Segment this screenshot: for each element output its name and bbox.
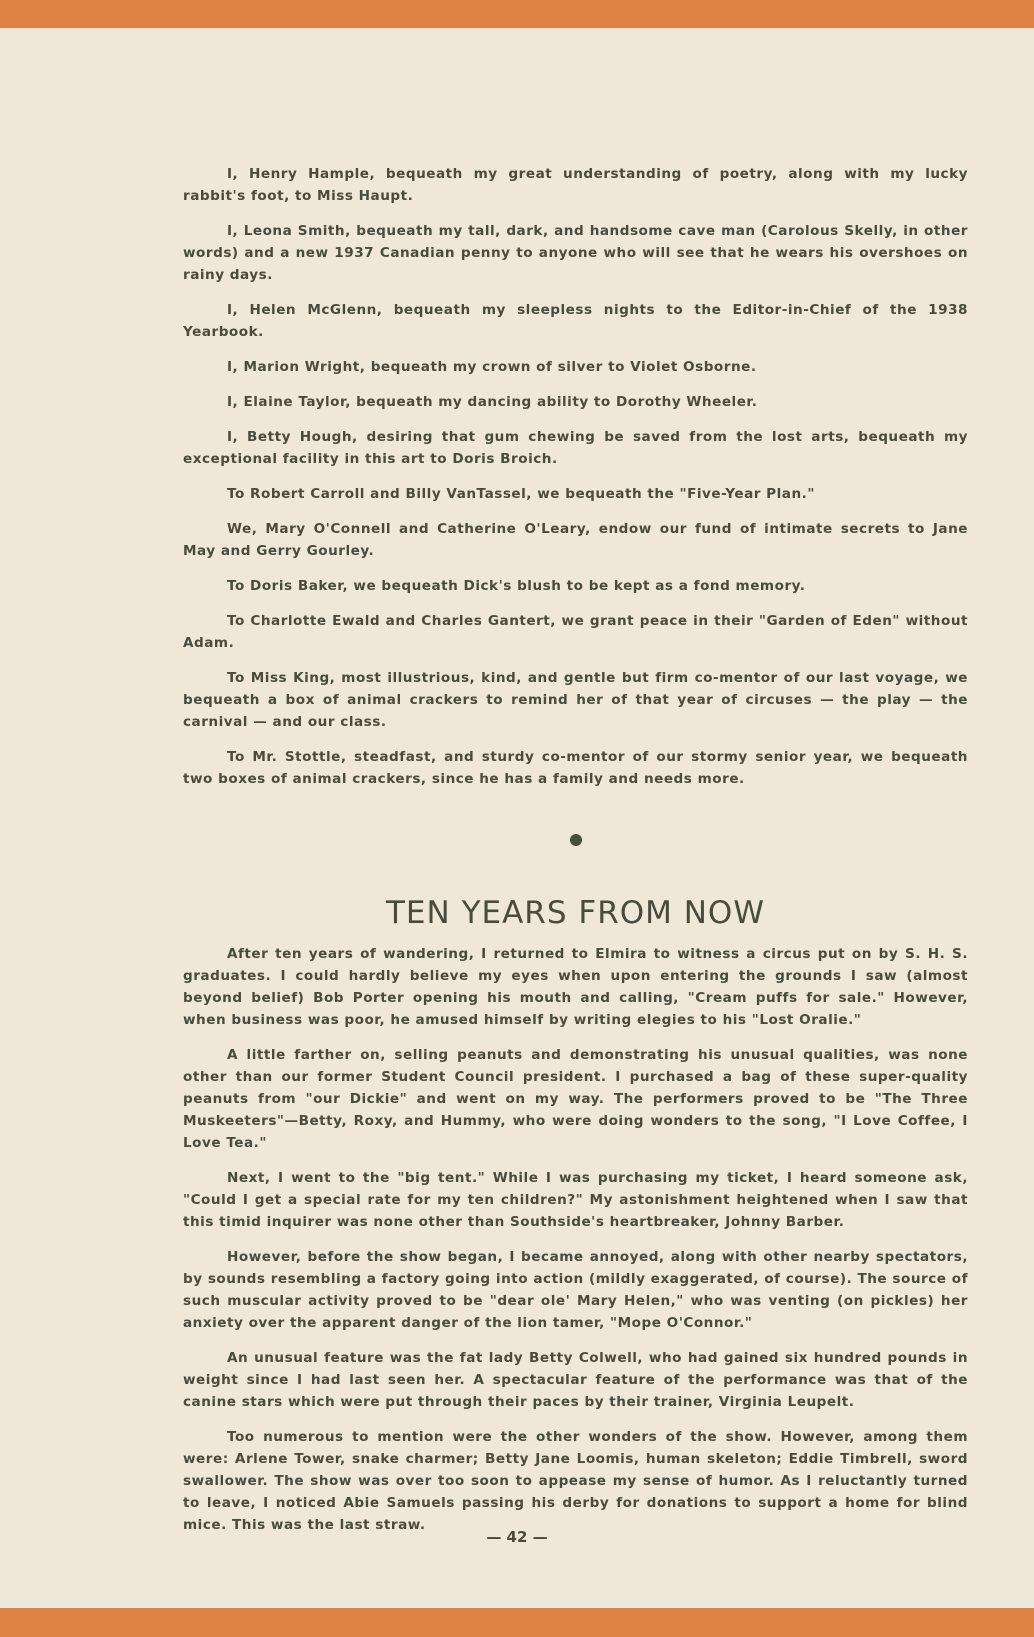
page-number: — 42 — [486, 1528, 548, 1546]
section-divider-dot [570, 834, 582, 846]
bequest-paragraph: To Robert Carroll and Billy VanTassel, we bequeath the "Five-Year Plan." [227, 486, 815, 502]
story-paragraph: However, before the show began, I became annoyed, along with other nearby spectators, by sounds resembling a factory going into action (mildly exaggerated, of course). The source of such muscular activity proved to be "dear ole' Mary Helen," who was venting (on pickles) her anxiety over the apparent danger of the lion tamer, "Mope O'Connor." [183, 1249, 968, 1331]
bequest-paragraph: I, Henry Hample, bequeath my great understanding of poetry, along with my lucky rabbit's foot, to Miss Haupt. [183, 166, 968, 204]
page-content [183, 163, 968, 1549]
story-paragraph: An unusual feature was the fat lady Betty Colwell, who had gained six hundred pounds in weight since I had last seen her. A spectacular feature of the performance was that of the canine stars which were put through their paces by their trainer, Virginia Leupelt. [183, 1350, 968, 1410]
story-paragraph: A little farther on, selling peanuts and demonstrating his unusual qualities, was none other than our former Student Council president. I purchased a bag of these super-quality peanuts from "our Dickie" and went on my way. The performers proved to be "The Three Muskeeters"—Betty, Roxy, and Hummy, who were doing wonders to the song, "I Love Coffee, I Love Tea." [183, 1047, 968, 1151]
story-paragraph: Next, I went to the "big tent." While I was purchasing my ticket, I heard someone ask, "Could I get a special rate for my ten children?" My astonishment heightened when I saw that this timid inquirer was none other than Southside's heartbreaker, Johnny Barber. [183, 1170, 968, 1230]
top-color-band [0, 0, 1034, 28]
bequest-paragraph: I, Leona Smith, bequeath my tall, dark, and handsome cave man (Carolous Skelly, in other words) and a new 1937 Canadian penny to anyone who will see that he wears his overshoes on rainy days. [183, 223, 968, 283]
bequest-paragraph: I, Betty Hough, desiring that gum chewing be saved from the lost arts, bequeath my exceptional facility in this art to Doris Broich. [183, 429, 968, 467]
bequest-paragraph: We, Mary O'Connell and Catherine O'Leary, endow our fund of intimate secrets to Jane May and Gerry Gourley. [183, 521, 968, 559]
bequest-paragraph: I, Elaine Taylor, bequeath my dancing ability to Dorothy Wheeler. [227, 394, 758, 410]
bequest-paragraph: To Doris Baker, we bequeath Dick's blush to be kept as a fond memory. [227, 578, 806, 594]
bequest-paragraph: To Charlotte Ewald and Charles Gantert, we grant peace in their "Garden of Eden" without Adam. [183, 613, 968, 651]
section-heading: TEN YEARS FROM NOW [386, 895, 765, 931]
bequest-paragraph: I, Marion Wright, bequeath my crown of silver to Violet Osborne. [227, 359, 757, 375]
bequest-paragraph: To Miss King, most illustrious, kind, and gentle but firm co-mentor of our last voyage, we bequeath a box of animal crackers to remind her of that year of circuses — the play — the carnival — and our class. [183, 670, 968, 730]
bequest-paragraph: To Mr. Stottle, steadfast, and sturdy co-mentor of our stormy senior year, we bequeath two boxes of animal crackers, since he has a family and needs more. [183, 749, 968, 787]
story-paragraph: After ten years of wandering, I returned to Elmira to witness a circus put on by S. H. S. graduates. I could hardly believe my eyes when upon entering the grounds I saw (almost beyond belief) Bob Porter opening his mouth and calling, "Cream puffs for sale." However, when business was poor, he amused himself by writing elegies to his "Lost Oralie." [183, 946, 968, 1028]
bottom-color-band [0, 1608, 1034, 1637]
story-paragraph: Too numerous to mention were the other wonders of the show. However, among them were: Arlene Tower, snake charmer; Betty Jane Loomis, human skeleton; Eddie Timbrell, sword swallower. The show was over too soon to appease my sense of humor. As I reluctantly turned to leave, I noticed Abie Samuels passing his derby for donations to support a home for blind mice. This was the last straw. [183, 1429, 968, 1533]
bequest-paragraph: I, Helen McGlenn, bequeath my sleepless nights to the Editor-in-Chief of the 1938 Yearbook. [183, 302, 968, 340]
